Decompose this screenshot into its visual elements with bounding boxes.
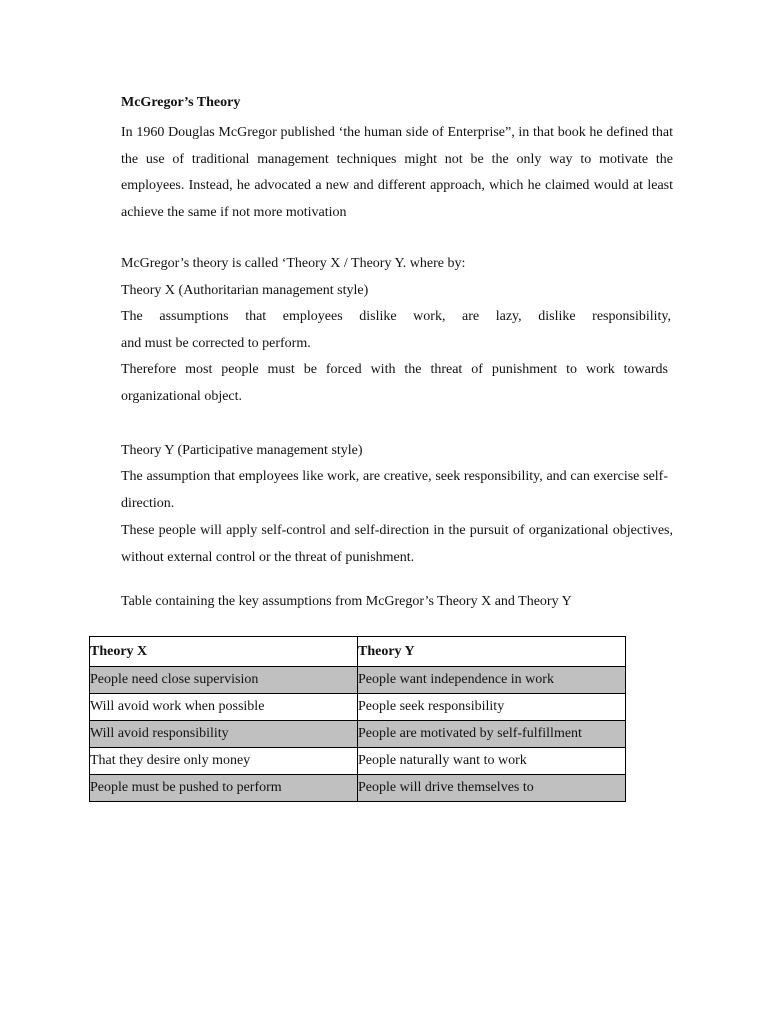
theory-y-cell-text: People are motivated by self-fulfillment bbox=[358, 726, 582, 741]
theory-x-therefore: Therefore most people must be forced with the threat of punishment to work towards organizational object. bbox=[121, 362, 668, 404]
theory-y-cell: People naturally want to work bbox=[358, 748, 626, 775]
theory-y-cell: People will drive themselves to bbox=[358, 775, 626, 802]
table-row bbox=[90, 775, 626, 802]
table-row bbox=[90, 748, 626, 775]
table-caption: Table containing the key assumptions from McGregor’s Theory X and Theory Y bbox=[121, 594, 572, 609]
table-row bbox=[90, 667, 626, 694]
theory-comparison-table bbox=[89, 636, 626, 802]
theory-y-title: Theory Y (Participative management style) bbox=[121, 443, 363, 458]
table-row bbox=[90, 694, 626, 721]
table-row bbox=[90, 721, 626, 748]
theory-y-cell: People seek responsibility bbox=[358, 694, 626, 721]
theory-x-cell: That they desire only money bbox=[90, 748, 358, 775]
theory-x-assumption-line-1: The assumptions that employees dislike work, are lazy, dislike responsibility, bbox=[121, 309, 671, 324]
theory-x-cell: People need close supervision bbox=[90, 667, 358, 694]
theory-x-cell: Will avoid work when possible bbox=[90, 694, 358, 721]
page-title: McGregor’s Theory bbox=[121, 95, 241, 110]
theory-x-assumption-line-2: and must be corrected to perform. bbox=[121, 335, 311, 351]
header-theory-x: Theory X bbox=[90, 637, 358, 667]
theory-y-cell bbox=[358, 721, 626, 748]
theory-x-cell: Will avoid responsibility bbox=[90, 721, 358, 748]
theory-y-these-people: These people will apply self-control and self-direction in the pursuit of organizational objectives, without external control or the threat of punishment. bbox=[121, 523, 673, 565]
header-theory-y: Theory Y bbox=[358, 637, 626, 667]
table-header-row bbox=[90, 637, 626, 667]
theory-x-title: Theory X (Authoritarian management style) bbox=[121, 283, 369, 298]
theory-y-assumption: The assumption that employees like work, are creative, seek responsibility, and can exercise self-direction. bbox=[121, 469, 668, 511]
theory-called-line: McGregor’s theory is called ‘Theory X / Theory Y. where by: bbox=[121, 256, 466, 271]
theory-x-cell: People must be pushed to perform bbox=[90, 775, 358, 802]
intro-paragraph: In 1960 Douglas McGregor published ‘the human side of Enterprise”, in that book he defined that the use of traditional management techniques might not be the only way to motivate the employees. Instead, he advocated a new and different approach, which he claimed would at least achieve the same if not more motivation bbox=[121, 125, 673, 221]
theory-y-cell: People want independence in work bbox=[358, 667, 626, 694]
theory-x-assumption bbox=[121, 304, 671, 357]
